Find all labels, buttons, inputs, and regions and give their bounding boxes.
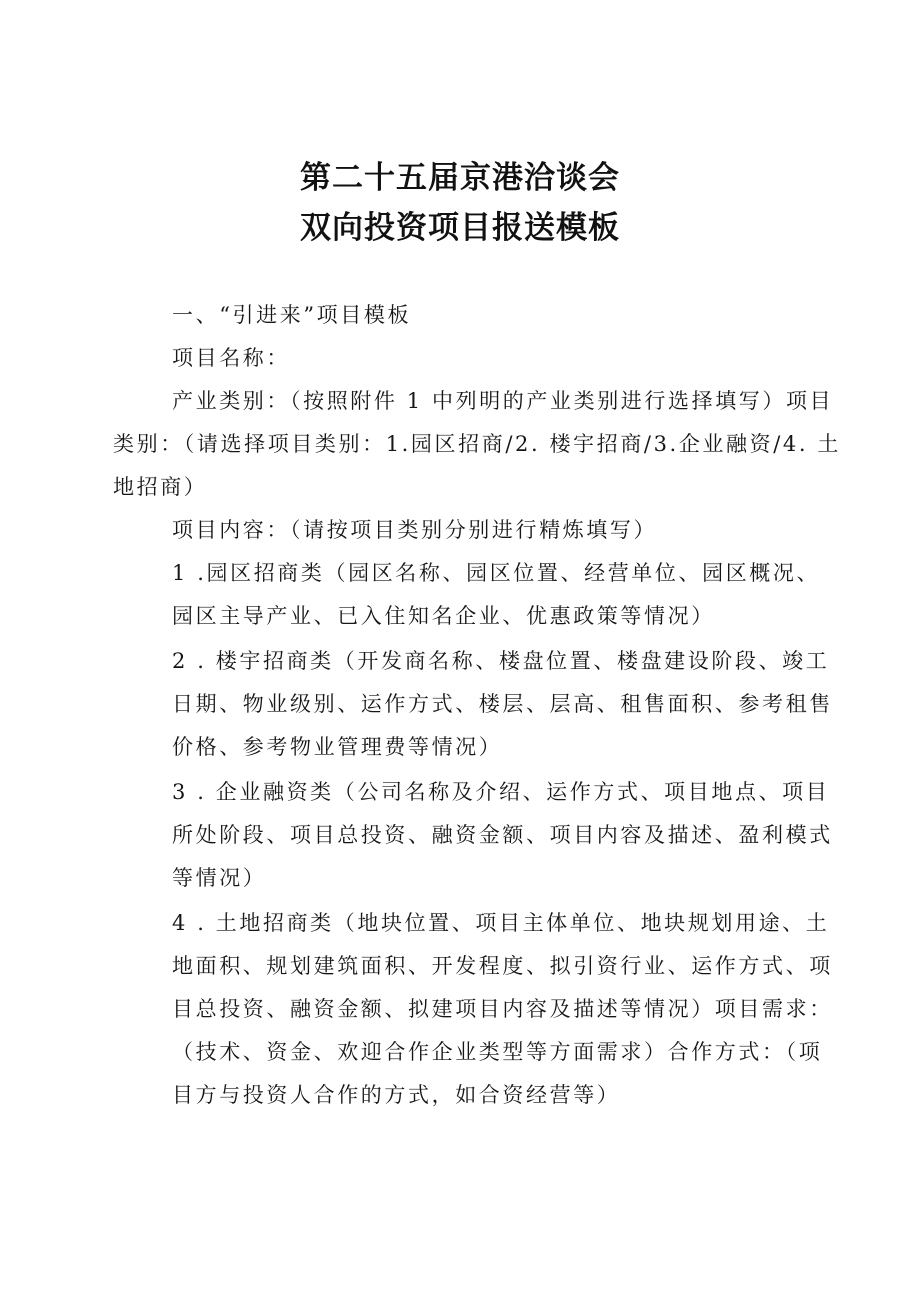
item-financing-line: 等情况） [172,866,267,890]
section-heading: 一、“引进来”项目模板 [172,303,412,327]
item-land-line: 目方与投资人合作的方式，如合资经营等） [172,1083,621,1107]
item-land-line: 地面积、规划建筑面积、开发程度、拟引资行业、运作方式、项 [172,954,833,978]
item-building-line: 2 . 楼宇招商类（开发商名称、楼盘位置、楼盘建设阶段、竣工 [172,649,830,673]
item-land-line: 4 . 土地招商类（地块位置、项目主体单位、地块规划用途、土 [172,911,830,935]
item-building-line: 日期、物业级别、运作方式、楼层、层高、租售面积、参考租售 [172,692,833,716]
industry-category-line: 类别：（请选择项目类别：1.园区招商/2. 楼宇招商/3.企业融资/4. 土 [113,432,842,456]
item-land-line: 目总投资、融资金额、拟建项目内容及描述等情况）项目需求： [172,997,833,1021]
item-park-line: 园区主导产业、已入住知名企业、优惠政策等情况） [172,604,715,628]
item-park-line: 1 .园区招商类（园区名称、园区位置、经营单位、园区概况、 [172,561,821,585]
item-building-line: 价格、参考物业管理费等情况） [172,735,503,759]
project-name-label: 项目名称： [172,346,290,370]
document-title-line-1: 第二十五届京港洽谈会 [300,160,620,196]
item-financing-line: 3 . 企业融资类（公司名称及介绍、运作方式、项目地点、项目 [172,780,830,804]
project-content-heading: 项目内容：（请按项目类别分别进行精炼填写） [172,518,658,542]
industry-category-line: 地招商） [113,475,208,499]
item-financing-line: 所处阶段、项目总投资、融资金额、项目内容及描述、盈利模式 [172,823,833,847]
item-land-line: （技术、资金、欢迎合作企业类型等方面需求）合作方式：（项 [172,1040,823,1064]
document-title-line-2: 双向投资项目报送模板 [300,210,620,246]
industry-category-line: 产业类别：（按照附件 1 中列明的产业类别进行选择填写）项目 [172,389,834,413]
